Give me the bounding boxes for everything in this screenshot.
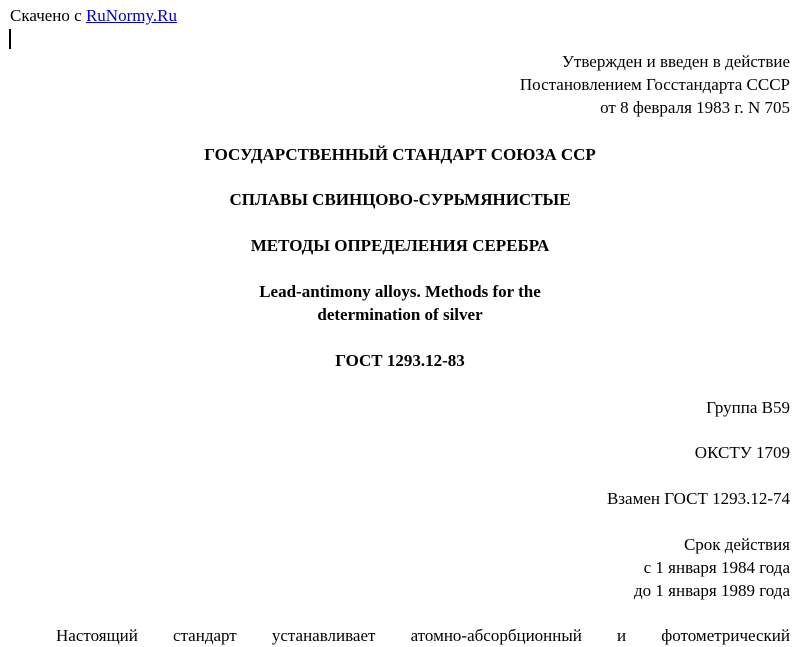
english-title-line-1: Lead-antimony alloys. Methods for the <box>259 282 541 301</box>
approval-line-3: от 8 февраля 1983 г. N 705 <box>600 98 790 117</box>
valid-from: с 1 января 1984 года <box>643 558 790 577</box>
runormy-link[interactable]: RuNormy.Ru <box>85 6 177 25</box>
approval-line-2: Постановлением Госстандарта СССР <box>519 75 790 94</box>
body-paragraph: Настоящий стандарт устанавливает атомно-абсорбционный и фотометрический <box>56 626 790 645</box>
source-line <box>10 5 177 27</box>
standard-code: ГОСТ 1293.12-83 <box>335 351 465 370</box>
approval-block <box>520 50 790 119</box>
standard-org-title: ГОСУДАРСТВЕННЫЙ СТАНДАРТ СОЮЗА ССР <box>204 145 596 164</box>
valid-to: до 1 января 1989 года <box>634 581 790 600</box>
okstu-label: ОКСТУ 1709 <box>694 443 790 462</box>
source-prefix: Скачено с <box>10 6 82 25</box>
group-label: Группа В59 <box>706 398 790 417</box>
validity-block <box>634 533 790 602</box>
validity-label: Срок действия <box>683 535 790 554</box>
standard-methods-title: МЕТОДЫ ОПРЕДЕЛЕНИЯ СЕРЕБРА <box>250 236 550 255</box>
approval-line-1: Утвержден и введен в действие <box>561 52 790 71</box>
english-title-line-2: determination of silver <box>317 305 483 324</box>
english-title <box>0 280 796 326</box>
replaces-label: Взамен ГОСТ 1293.12-74 <box>606 489 790 508</box>
text-caret <box>9 29 11 49</box>
standard-subject-title: СПЛАВЫ СВИНЦОВО-СУРЬМЯНИСТЫЕ <box>229 190 571 209</box>
